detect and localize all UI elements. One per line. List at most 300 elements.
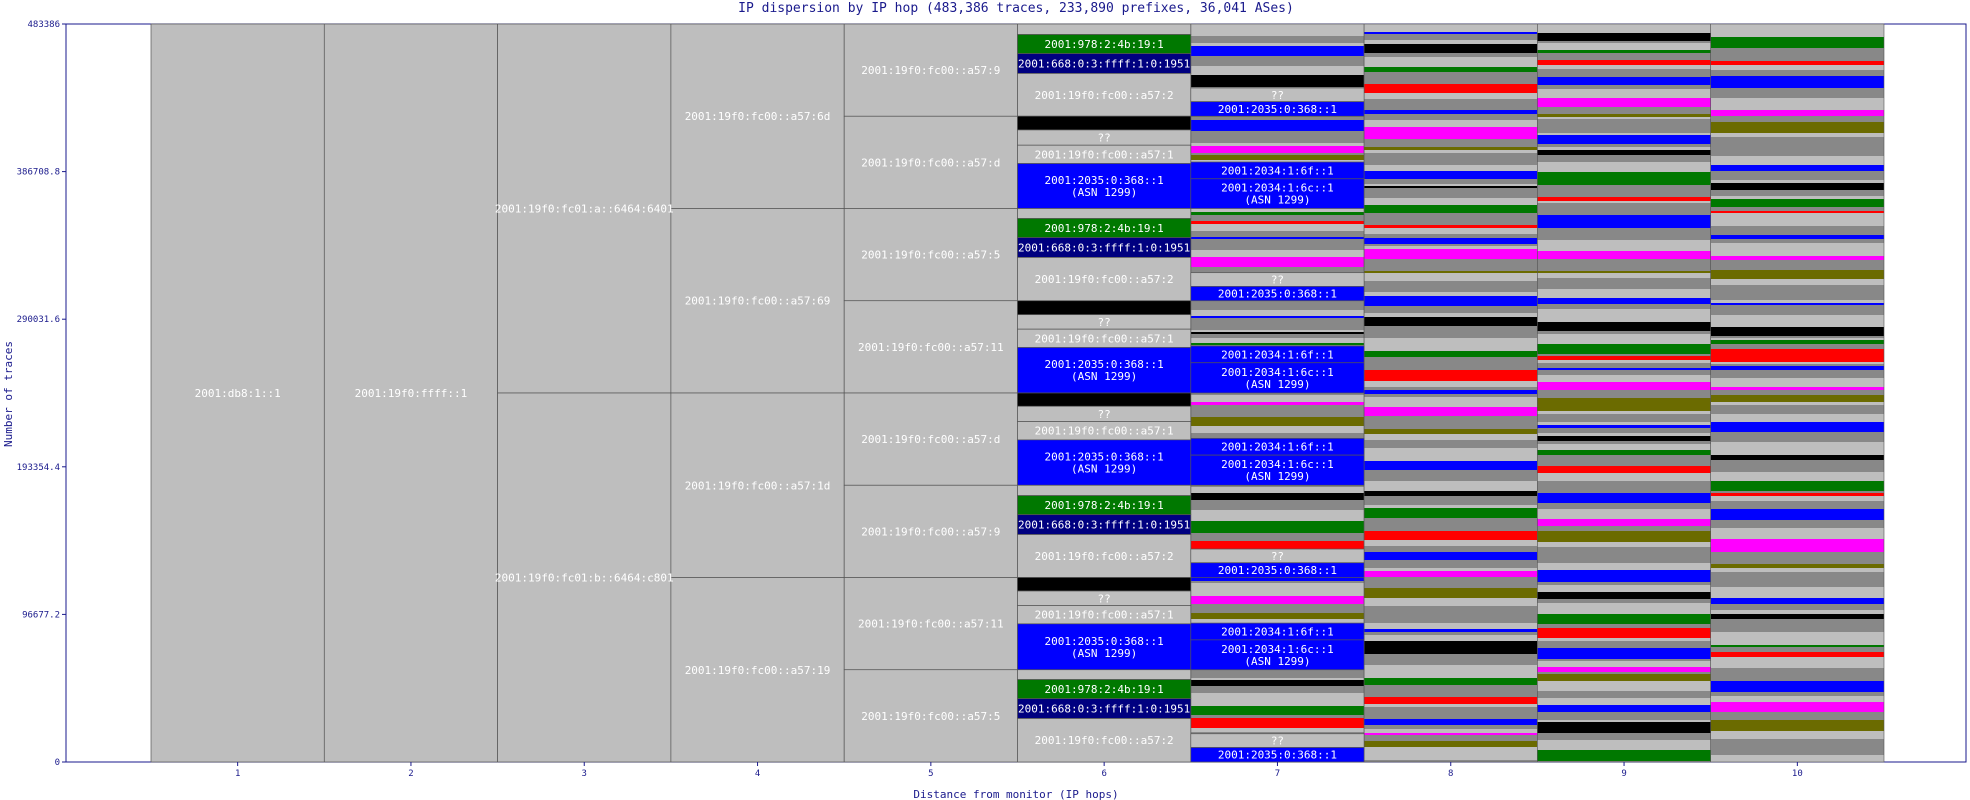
node-label: ?? [1270, 273, 1285, 287]
hop-9-band [1537, 60, 1710, 65]
hop-7-band [1191, 66, 1364, 75]
hop-8-band [1364, 654, 1537, 665]
hop-9-band [1537, 542, 1710, 547]
hop-10-band [1711, 300, 1884, 303]
node-label-asn: (ASN 1299) [1071, 646, 1138, 660]
hop-9-band [1537, 117, 1710, 119]
hop-8-band [1364, 707, 1537, 719]
hop-9-band [1537, 705, 1710, 712]
hop-8-band [1364, 394, 1537, 397]
hop-9-band [1537, 382, 1710, 390]
node-label: 2001:978:2:4b:19:1 [1044, 222, 1164, 236]
hop-10-band [1711, 88, 1884, 98]
hop-9-band [1537, 114, 1710, 117]
node-label: 2001:19f0:fc00::a57:1 [1034, 608, 1174, 622]
hop-10-band [1711, 720, 1884, 731]
hop-10-band [1711, 285, 1884, 297]
node-label: ?? [1097, 131, 1111, 145]
hop-7-band [1191, 604, 1364, 613]
x-tick-label: 7 [1274, 769, 1281, 779]
node-label: 2001:19f0:fc00::a57:2 [1034, 273, 1174, 287]
hop-9-band [1537, 298, 1710, 304]
hop-nodes [151, 24, 1364, 762]
hop-10-band [1711, 481, 1884, 491]
hop-6-node [1018, 208, 1191, 218]
hop-10-band [1711, 133, 1884, 137]
hop-10-band [1711, 610, 1884, 614]
hop-8-band [1364, 470, 1537, 481]
hop-8-band [1364, 518, 1537, 531]
hop-10-band [1711, 24, 1884, 37]
hop-10-band [1711, 303, 1884, 305]
node-label: 2001:19f0:fc00::a57:11 [857, 617, 1004, 631]
hop-8-band [1364, 317, 1537, 326]
hop-7-band [1191, 417, 1364, 426]
hop-10-band [1711, 528, 1884, 539]
hop-9-band [1537, 614, 1710, 624]
node-label: 2001:19f0:fc00::a57:2 [1034, 88, 1174, 102]
hop-9-band [1537, 436, 1710, 441]
hop-9-band [1537, 466, 1710, 473]
hop-10-band [1711, 432, 1884, 442]
node-label: 2001:19f0:fc00::a57:5 [861, 709, 1001, 723]
hop-8-band [1364, 397, 1537, 407]
hop-10-band [1711, 349, 1884, 362]
hop-8-band [1364, 614, 1537, 623]
hop-9-band [1537, 648, 1710, 659]
node-label: 2001:668:0:3:ffff:1:0:1951 [1018, 241, 1191, 255]
hop-7-band [1191, 500, 1364, 510]
node-label: 2001:2034:1:6f::1 [1221, 164, 1334, 178]
hop-9-band [1537, 563, 1710, 570]
hop-9-band [1537, 228, 1710, 240]
hop-10-band [1711, 539, 1884, 552]
hop-8-band [1364, 99, 1537, 110]
hop-9-band [1537, 304, 1710, 309]
hop-10-band [1711, 702, 1884, 712]
hop-8-band [1364, 271, 1537, 273]
hop-9-band [1537, 420, 1710, 422]
hop-9-band [1537, 133, 1710, 135]
hop-8-band [1364, 546, 1537, 552]
hop-9-band [1537, 481, 1710, 493]
hop-9-band [1537, 251, 1710, 259]
hop-9-band [1537, 390, 1710, 398]
hop-9-band [1537, 599, 1710, 603]
hop-8-band [1364, 370, 1537, 381]
hop-8-band [1364, 440, 1537, 445]
hop-8-band [1364, 747, 1537, 760]
hop-9-band [1537, 493, 1710, 503]
hop-9-band [1537, 603, 1710, 614]
node-label: 2001:19f0:fc00::a57:1 [1034, 424, 1174, 438]
y-tick-label: 193354.4 [16, 462, 60, 473]
hop-7-band [1191, 46, 1364, 56]
node-label: 2001:668:0:3:ffff:1:0:1951 [1018, 57, 1191, 71]
hop-9-band [1537, 53, 1710, 60]
hop-10-band [1711, 712, 1884, 720]
hop-10-band [1711, 226, 1884, 235]
hop-9-band [1537, 147, 1710, 150]
hop-8-band [1364, 448, 1537, 461]
node-label: 2001:19f0:fc00::a57:1 [1034, 148, 1174, 162]
hop-8-band [1364, 160, 1537, 165]
hop-10-band [1711, 366, 1884, 370]
hop-10-band [1711, 598, 1884, 604]
node-label: ?? [1270, 734, 1285, 748]
hop-7-band [1191, 56, 1364, 66]
node-label: 2001:19f0:fc00::a57:69 [684, 294, 831, 308]
hop-10-band [1711, 755, 1884, 762]
node-label-asn: (ASN 1299) [1071, 462, 1138, 476]
hop-9-band [1537, 638, 1710, 641]
hop-7-band [1191, 715, 1364, 718]
hop-8-band [1364, 259, 1537, 271]
hop-9-band [1537, 691, 1710, 696]
hop-10-band [1711, 496, 1884, 501]
hop-7-band [1191, 678, 1364, 680]
hop-6-node [1018, 116, 1191, 130]
hop-9-band [1537, 750, 1710, 761]
hop-9-band [1537, 185, 1710, 197]
hop-8-band [1364, 150, 1537, 153]
hop-8-band [1364, 313, 1537, 317]
hop-9-band [1537, 414, 1710, 420]
hop-9-band [1537, 526, 1710, 531]
hop-8-band [1364, 598, 1537, 606]
hop-7-band [1191, 426, 1364, 433]
hop-9-band [1537, 659, 1710, 661]
y-axis-label: Number of traces [2, 341, 15, 447]
hop-10-band [1711, 402, 1884, 405]
hop-8-band [1364, 306, 1537, 313]
hop-10-band [1711, 744, 1884, 755]
hop-7-band [1191, 487, 1364, 493]
hop-8-band [1364, 292, 1537, 296]
hop-7-band [1191, 330, 1364, 332]
node-label: 2001:2034:1:6c::1 [1221, 365, 1334, 379]
hop-10-band [1711, 460, 1884, 472]
hop-10-band [1711, 364, 1884, 366]
hop-8-band [1364, 540, 1537, 546]
node-label: 2001:19f0:fc01:b::6464:c801 [494, 571, 674, 585]
node-label: 2001:2035:0:368::1 [1217, 287, 1338, 301]
node-label: 2001:19f0:fc00::a57:11 [857, 340, 1004, 354]
hop-8-band [1364, 286, 1537, 292]
hop-8-band [1364, 273, 1537, 281]
node-label: 2001:2034:1:6c::1 [1221, 181, 1334, 195]
hop-8-band [1364, 225, 1537, 228]
hop-6-node [1018, 24, 1191, 35]
node-label: ?? [1097, 592, 1111, 606]
hop-7-band [1191, 596, 1364, 604]
hop-10-band [1711, 390, 1884, 395]
hop-6-node [1018, 578, 1191, 592]
hop-10-band [1711, 243, 1884, 256]
hop-9-band [1537, 135, 1710, 144]
hop-6-node [1018, 393, 1191, 406]
hop-9-band [1537, 570, 1710, 582]
hop-8-band [1364, 213, 1537, 225]
hop-9-band [1537, 344, 1710, 354]
hop-7-band [1191, 310, 1364, 316]
node-label-asn: (ASN 1299) [1071, 370, 1138, 384]
node-label: 2001:978:2:4b:19:1 [1044, 683, 1164, 697]
hop-8-band [1364, 127, 1537, 139]
node-label: 2001:19f0:fc01:a::6464:6401 [494, 202, 674, 216]
hop-8-band [1364, 40, 1537, 44]
hop-9-band [1537, 425, 1710, 428]
hop-8-band [1364, 491, 1537, 496]
hop-8-band [1364, 171, 1537, 179]
hop-7-band [1191, 250, 1364, 257]
hop-8-band [1364, 67, 1537, 72]
hop-9-band [1537, 519, 1710, 526]
hop-10-band [1711, 587, 1884, 598]
hop-8-band [1364, 531, 1537, 540]
node-label: 2001:19f0:fc00::a57:d [861, 433, 1001, 447]
hop-10-band [1711, 387, 1884, 390]
node-label: 2001:668:0:3:ffff:1:0:1951 [1018, 518, 1191, 532]
hop-10-band [1711, 422, 1884, 432]
hop-9-band [1537, 667, 1710, 672]
hop-7-band [1191, 267, 1364, 273]
hop-9-band [1537, 356, 1710, 360]
hop-8-band [1364, 44, 1537, 53]
hop-8-band [1364, 188, 1537, 198]
hop-10-band [1711, 156, 1884, 165]
hop-10-band [1711, 378, 1884, 387]
hop-7-band [1191, 405, 1364, 417]
hop-10-band [1711, 652, 1884, 657]
hop-10-band [1711, 632, 1884, 645]
hop-9-band [1537, 89, 1710, 98]
node-label: 2001:978:2:4b:19:1 [1044, 38, 1164, 52]
hop-7-band [1191, 41, 1364, 43]
hop-10-band [1711, 552, 1884, 564]
hop-8-band [1364, 72, 1537, 84]
hop-8-band [1364, 390, 1537, 394]
hop-9-band [1537, 215, 1710, 228]
hop-10-band [1711, 696, 1884, 702]
node-label: 2001:2035:0:368::1 [1044, 358, 1164, 372]
hop-8-band [1364, 641, 1537, 654]
hop-9-band [1537, 150, 1710, 155]
hop-9-band [1537, 119, 1710, 126]
node-label: 2001:19f0:fc00::a57:1d [684, 479, 831, 493]
hop-8-band [1364, 678, 1537, 685]
hop-7-band [1191, 221, 1364, 224]
hop-10-band [1711, 414, 1884, 422]
hop-8-band [1364, 238, 1537, 244]
node-label: 2001:19f0:fc00::a57:2 [1034, 734, 1174, 748]
hop-7-band [1191, 402, 1364, 405]
hop-8-band [1364, 387, 1537, 390]
hop-8-band [1364, 357, 1537, 370]
hop-8-band [1364, 281, 1537, 286]
hop-9-band [1537, 289, 1710, 298]
hop-9-band [1537, 641, 1710, 648]
node-label: 2001:2034:1:6f::1 [1221, 348, 1334, 362]
hop-8-band [1364, 147, 1537, 150]
hop-10-band [1711, 582, 1884, 587]
hop-10-band [1711, 405, 1884, 412]
x-axis-label: Distance from monitor (IP hops) [913, 788, 1119, 800]
hop-10-band [1711, 568, 1884, 572]
hop-10-band [1711, 148, 1884, 156]
hop-10-band [1711, 270, 1884, 279]
hop-10-band [1711, 344, 1884, 349]
node-label: 2001:19f0:fc00::a57:6d [684, 110, 831, 124]
node-label: 2001:2035:0:368::1 [1217, 748, 1338, 762]
y-tick-label: 290031.6 [16, 315, 60, 326]
hop-10-band [1711, 362, 1884, 364]
hop-10-band [1711, 171, 1884, 180]
hop-8-band [1364, 205, 1537, 213]
hop-8-band [1364, 338, 1537, 351]
node-label-asn: (ASN 1299) [1071, 186, 1138, 200]
hop-10-band [1711, 190, 1884, 196]
chart-title: IP dispersion by IP hop (483,386 traces, 233,890 prefixes, 36,041 ASes) [738, 1, 1294, 16]
hop-10-band [1711, 645, 1884, 647]
hop-7-band [1191, 224, 1364, 231]
hop-10-band [1711, 520, 1884, 528]
hop-10-band [1711, 327, 1884, 336]
node-label: ?? [1097, 315, 1111, 329]
hop-9-band [1537, 628, 1710, 638]
hop-9-band [1537, 624, 1710, 628]
node-label-asn: (ASN 1299) [1244, 470, 1311, 484]
hop-10-band [1711, 256, 1884, 260]
hop-9-band [1537, 126, 1710, 133]
hop-8-band [1364, 249, 1537, 259]
hop-8-band [1364, 588, 1537, 598]
x-tick-label: 6 [1101, 769, 1107, 779]
node-label-asn: (ASN 1299) [1244, 654, 1311, 668]
hop-9-band [1537, 65, 1710, 69]
hop-10-band [1711, 681, 1884, 692]
hop-10-band [1711, 199, 1884, 207]
hop-8-band [1364, 234, 1537, 238]
hop-10-band [1711, 731, 1884, 739]
hop-7-band [1191, 613, 1364, 619]
hop-10-band [1711, 297, 1884, 300]
hop-8-band [1364, 685, 1537, 697]
node-label: 2001:19f0:fc00::a57:5 [861, 248, 1001, 262]
hop-9-band [1537, 360, 1710, 363]
hop-9-band [1537, 411, 1710, 414]
hop-10-band [1711, 692, 1884, 696]
hop-8-band [1364, 351, 1537, 357]
hop-8-band [1364, 110, 1537, 114]
hop-10-band [1711, 110, 1884, 116]
hop-9-band [1537, 368, 1710, 370]
node-label: 2001:2034:1:6c::1 [1221, 642, 1334, 656]
hop-7-band [1191, 680, 1364, 686]
hop-7-band [1191, 215, 1364, 221]
x-tick-label: 3 [581, 769, 587, 779]
hop-10-band [1711, 305, 1884, 315]
hop-8-band [1364, 381, 1537, 387]
node-label: 2001:2035:0:368::1 [1217, 564, 1338, 578]
hop-7-band [1191, 343, 1364, 345]
hop-10-band [1711, 501, 1884, 509]
hop-8-band [1364, 729, 1537, 733]
hop-7-band [1191, 131, 1364, 143]
hop-9-band [1537, 43, 1710, 50]
x-tick-label: 2 [408, 769, 414, 779]
hop-9-band [1537, 556, 1710, 563]
hop-9-band [1537, 69, 1710, 77]
hop-10-band [1711, 395, 1884, 402]
hop-7-band [1191, 212, 1364, 215]
x-tick-label: 8 [1448, 769, 1454, 779]
hop-10-band [1711, 647, 1884, 652]
hop-8-band [1364, 560, 1537, 568]
hop-8-band [1364, 244, 1537, 246]
node-label: 2001:2035:0:368::1 [1044, 450, 1164, 464]
hop-9-band [1537, 331, 1710, 334]
hop-8-band [1364, 733, 1537, 735]
hop-9-band [1537, 203, 1710, 215]
x-tick-label: 1 [234, 769, 241, 779]
hop-9-band [1537, 722, 1710, 733]
hop-10-band [1711, 412, 1884, 414]
hop-9-band [1537, 398, 1710, 411]
hop-8-band [1364, 24, 1537, 32]
hop-7-band [1191, 146, 1364, 153]
hop-8-band [1364, 508, 1537, 518]
hop-9-band [1537, 375, 1710, 382]
hop-10-band [1711, 564, 1884, 568]
hop-10-band [1711, 122, 1884, 133]
hop-8-band [1364, 326, 1537, 338]
hop-10-band [1711, 260, 1884, 270]
node-label: 2001:668:0:3:ffff:1:0:1951 [1018, 702, 1191, 716]
hop-9-band [1537, 433, 1710, 436]
hop-9-band [1537, 354, 1710, 356]
hop-8-band [1364, 735, 1537, 741]
hop-10-band [1711, 442, 1884, 455]
hop-10-band [1711, 213, 1884, 226]
hop-10-band [1711, 614, 1884, 619]
hop-7-band [1191, 334, 1364, 338]
node-label: 2001:2035:0:368::1 [1044, 634, 1164, 648]
hop-7-band [1191, 533, 1364, 541]
y-tick-label: 0 [54, 758, 60, 768]
hop-9-band [1537, 661, 1710, 667]
y-tick-label: 96677.2 [22, 610, 60, 621]
hop-9-band [1537, 370, 1710, 375]
hop-10-band [1711, 604, 1884, 610]
hop-8-band [1364, 153, 1537, 160]
hop-9-band [1537, 444, 1710, 450]
hop-10-band [1711, 455, 1884, 460]
hop-8-band [1364, 93, 1537, 99]
hop-8-band [1364, 461, 1537, 470]
hop-8-band [1364, 505, 1537, 508]
hop-8-band [1364, 629, 1537, 632]
hop-8-band [1364, 114, 1537, 120]
hop-10-band [1711, 315, 1884, 327]
hop-10-band [1711, 48, 1884, 61]
node-label: ?? [1097, 407, 1111, 421]
hop-10-band [1711, 70, 1884, 76]
x-tick-label: 5 [928, 769, 934, 779]
x-tick-label: 4 [754, 769, 761, 779]
hop-9-band [1537, 334, 1710, 344]
hop-7-band [1191, 332, 1364, 334]
